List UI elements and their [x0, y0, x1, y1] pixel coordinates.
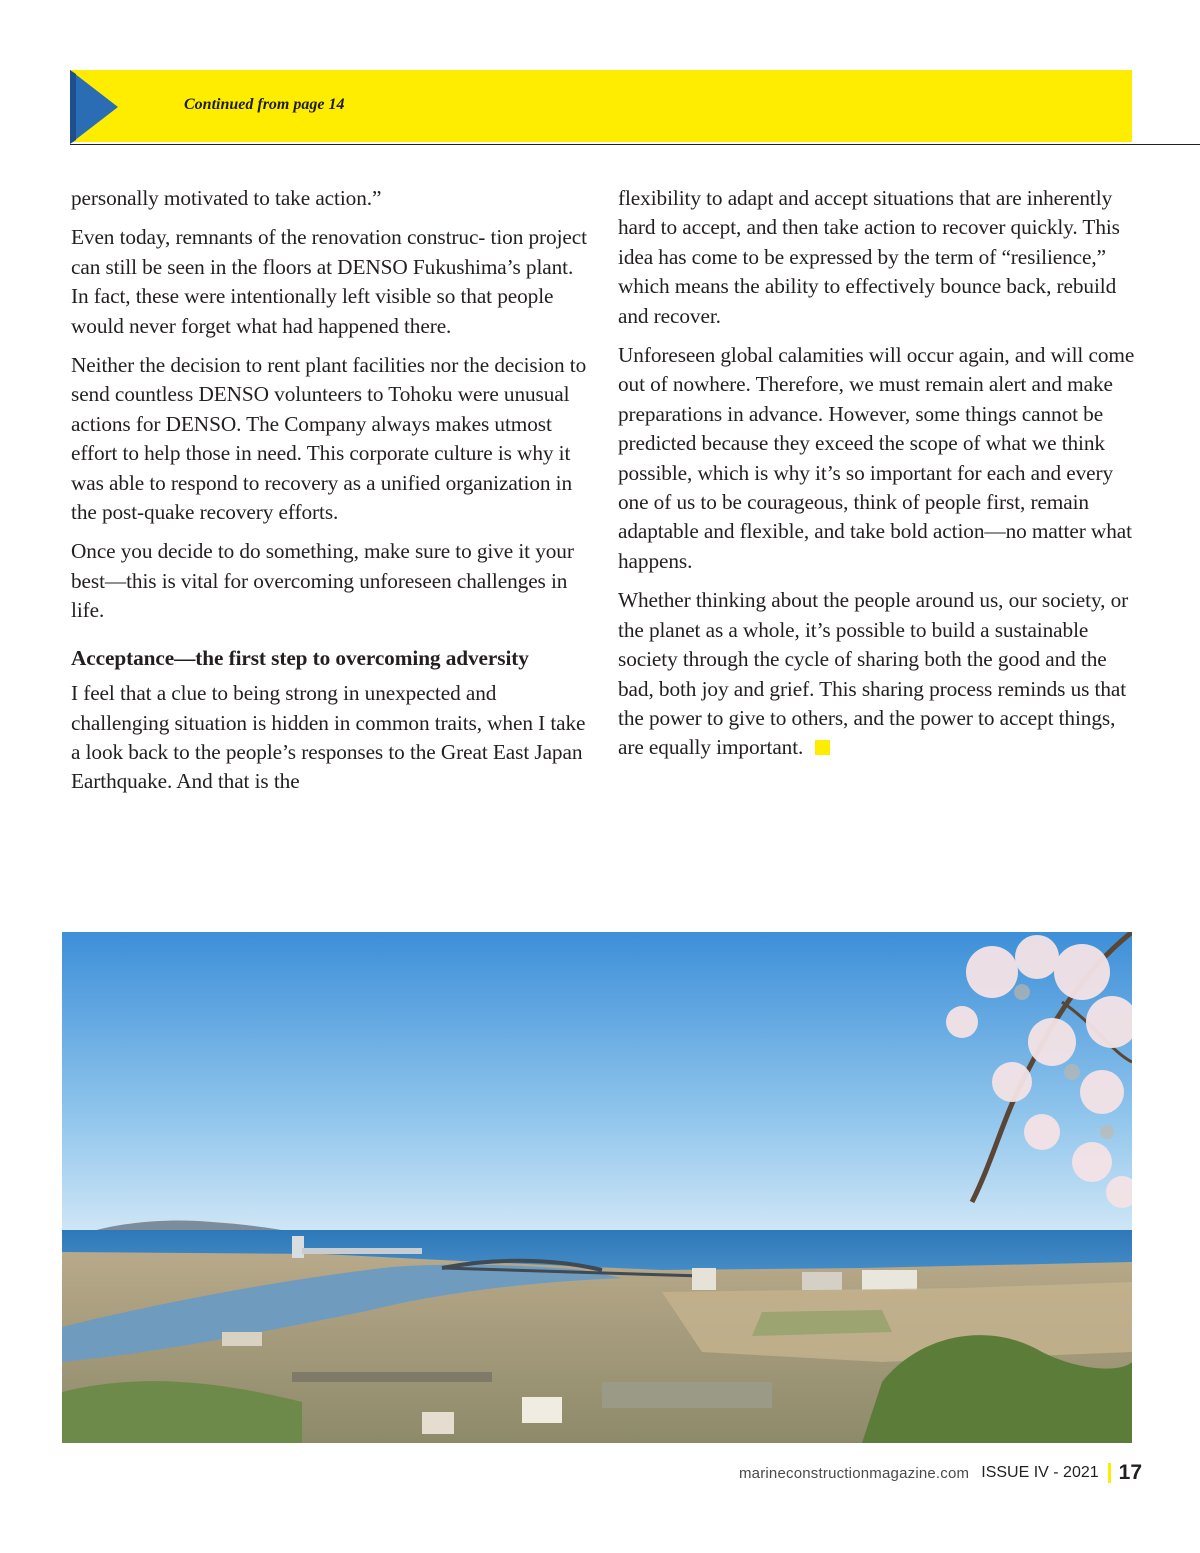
paragraph: Even today, remnants of the renovation construc- tion project can still be seen in the floors at DENSO Fukushima’s plant. In fact, these were intentionally left visible so that people would never forget what had happened there. — [71, 225, 587, 338]
paragraph-text: Whether thinking about the people around us, our society, or the planet as a whole, it’s possible to build a sustainable society through the cycle of sharing both the good and the bad, both joy and grief. This sharing process reminds us that the power to give to others, and the power to accept things, are equally important. — [618, 588, 1129, 760]
paragraph: Unforeseen global calamities will occur again, and will come out of nowhere. Therefore, we must remain alert and make preparations in advance. However, some things cannot be predicted because they exceed the scope of what we think possible, which is why it’s so important for each and every one of us to be courageous, think of people first, remain adaptable and flexible, and take bold action—no matter what happens. — [618, 343, 1135, 573]
final-paragraph — [618, 586, 1138, 762]
paragraph: I feel that a clue to being strong in unexpected and challenging situation is hidden in common traits, when I take a look back to the people’s responses to the Great East Japan Earthquake. And that is the — [71, 681, 586, 794]
section-heading: Acceptance—the first step to overcoming adversity — [71, 645, 529, 670]
right-column — [618, 184, 1138, 773]
coastal-town-photo — [62, 932, 1132, 1443]
paragraph: Neither the decision to rent plant facilities nor the decision to send countless DENSO volunteers to Tohoku were unusual actions for DENSO. The Company always makes utmost effort to help those in need. This corporate culture is why it was able to respond to recovery as a unified organization in the post-quake recovery efforts. — [71, 353, 587, 525]
paragraph: personally motivated to take action.” — [71, 186, 382, 210]
landscape-illustration — [62, 932, 1132, 1443]
issue-label: ISSUE IV - 2021 — [981, 1464, 1099, 1481]
paragraph: Once you decide to do something, make sure to give it your best—this is vital for overcoming unforeseen challenges in life. — [71, 539, 574, 623]
end-of-article-mark — [815, 740, 830, 755]
website-url: marineconstructionmagazine.com — [738, 1464, 970, 1482]
continued-from-label: Continued from page 14 — [184, 96, 345, 113]
header-rule — [70, 144, 1200, 145]
footer-separator — [1108, 1463, 1111, 1483]
chevron-arrow-icon — [70, 70, 118, 144]
page-number: 17 — [1118, 1461, 1142, 1484]
paragraph: flexibility to adapt and accept situations that are inherently hard to accept, and then take action to recover quickly. This idea has come to be expressed by the term of “resilience,” which means the ability to effectively bounce back, rebuild and recover. — [618, 186, 1120, 328]
left-column — [71, 184, 591, 807]
page-footer — [739, 1453, 1142, 1493]
